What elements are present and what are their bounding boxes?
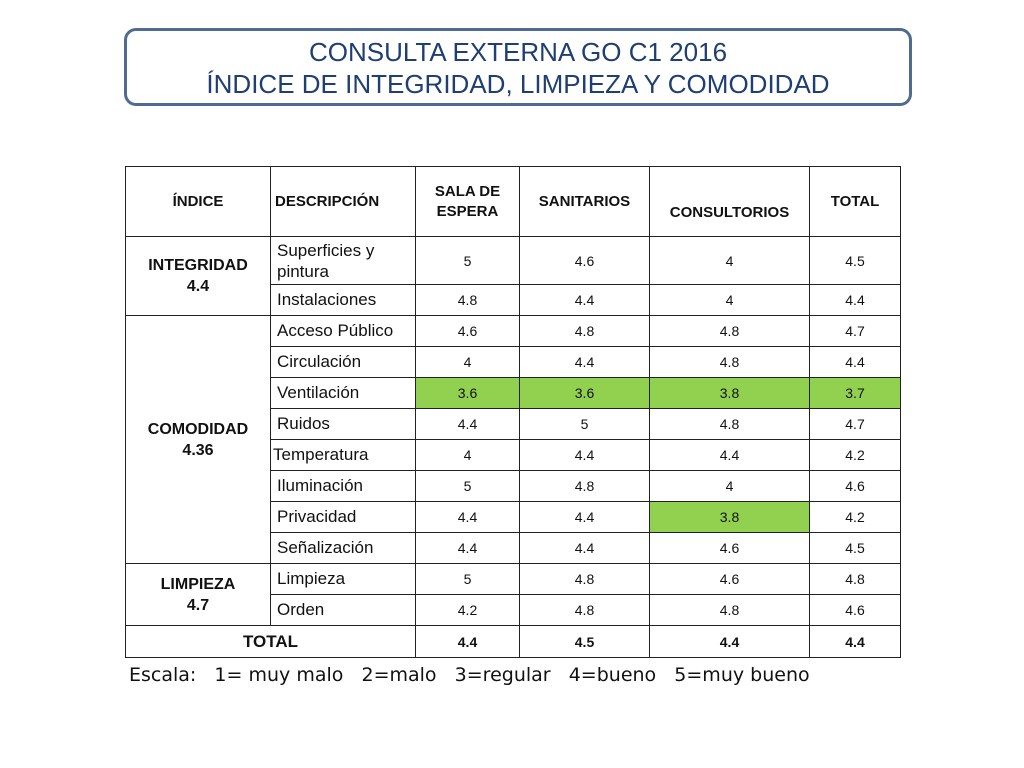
cell-sanitarios: 4.8	[520, 595, 650, 626]
header-descripcion	[271, 167, 416, 237]
cell-sala: 5	[416, 471, 520, 502]
cell-consultorios: 4.6	[650, 564, 810, 595]
group-name: COMODIDAD	[147, 420, 249, 438]
cell-sanitarios: 4.4	[520, 347, 650, 378]
header-sala-line-2: ESPERA	[436, 202, 499, 220]
cell-total: 4.8	[810, 564, 901, 595]
title-line-2: ÍNDICE DE INTEGRIDAD, LIMPIEZA Y COMODIDAD	[206, 69, 830, 99]
cell-sanitarios: 4.4	[520, 533, 650, 564]
row-desc: Limpieza	[271, 564, 416, 595]
cell-sala: 4.8	[416, 285, 520, 316]
cell-total: 4.6	[810, 595, 901, 626]
group-comodidad	[126, 316, 271, 564]
cell-consultorios: 4.8	[650, 409, 810, 440]
row-desc: Ventilación	[271, 378, 416, 409]
header-sanitarios: SANITARIOS	[520, 167, 650, 237]
group-name: LIMPIEZA	[160, 575, 236, 593]
cell-sala: 4.4	[416, 533, 520, 564]
group-value: 4.4	[186, 278, 210, 295]
cell-total: 4.5	[810, 237, 901, 285]
cell-consultorios: 4	[650, 471, 810, 502]
total-sala: 4.4	[416, 626, 520, 658]
cell-sala: 4.2	[416, 595, 520, 626]
header-row	[126, 167, 901, 237]
row-desc: Circulación	[271, 347, 416, 378]
cell-total: 4.7	[810, 409, 901, 440]
cell-sala: 4.4	[416, 409, 520, 440]
cell-sala: 4.6	[416, 316, 520, 347]
scale-legend: Escala: 1= muy malo 2=malo 3=regular 4=bueno 5=muy bueno	[129, 664, 810, 686]
cell-total: 4.5	[810, 533, 901, 564]
header-indice: ÍNDICE	[126, 167, 271, 237]
header-total: TOTAL	[810, 167, 901, 237]
cell-sanitarios: 4.6	[520, 237, 650, 285]
table-row	[126, 316, 901, 347]
table-row	[126, 564, 901, 595]
cell-consultorios: 3.8	[650, 502, 810, 533]
cell-sanitarios: 4.4	[520, 285, 650, 316]
cell-sanitarios: 4.4	[520, 440, 650, 471]
title-box	[124, 28, 912, 106]
cell-sanitarios: 4.4	[520, 502, 650, 533]
cell-consultorios: 4	[650, 237, 810, 285]
row-desc: Privacidad	[271, 502, 416, 533]
cell-total: 4.6	[810, 471, 901, 502]
cell-sala: 4	[416, 440, 520, 471]
group-limpieza	[126, 564, 271, 626]
cell-total: 4.4	[810, 285, 901, 316]
row-desc: Temperatura	[271, 440, 416, 471]
index-table	[125, 166, 901, 658]
row-desc: Acceso Público	[271, 316, 416, 347]
row-desc: Superficies y pintura	[271, 237, 416, 285]
header-descripcion-label: DESCRIPCIÓN	[275, 193, 380, 210]
header-consultorios: CONSULTORIOS	[650, 167, 810, 237]
cell-sala: 3.6	[416, 378, 520, 409]
row-desc: Instalaciones	[271, 285, 416, 316]
cell-total: 3.7	[810, 378, 901, 409]
cell-consultorios: 4.4	[650, 440, 810, 471]
cell-sanitarios: 5	[520, 409, 650, 440]
cell-sala: 4.4	[416, 502, 520, 533]
row-desc: Orden	[271, 595, 416, 626]
cell-consultorios: 4.6	[650, 533, 810, 564]
header-sala-line-1: SALA DE	[434, 182, 501, 200]
cell-consultorios: 4	[650, 285, 810, 316]
cell-sanitarios: 4.8	[520, 564, 650, 595]
cell-sanitarios: 3.6	[520, 378, 650, 409]
cell-sanitarios: 4.8	[520, 316, 650, 347]
table-row	[126, 237, 901, 285]
row-desc: Ruidos	[271, 409, 416, 440]
row-desc: Iluminación	[271, 471, 416, 502]
group-name: INTEGRIDAD	[148, 257, 248, 274]
total-total: 4.4	[810, 626, 901, 658]
group-value: 4.36	[182, 441, 214, 459]
totals-row	[126, 626, 901, 658]
cell-consultorios: 4.8	[650, 316, 810, 347]
cell-total: 4.2	[810, 502, 901, 533]
total-consultorios: 4.4	[650, 626, 810, 658]
cell-total: 4.7	[810, 316, 901, 347]
header-sala-espera	[416, 167, 520, 237]
cell-total: 4.4	[810, 347, 901, 378]
total-sanitarios: 4.5	[520, 626, 650, 658]
title-line-1: CONSULTA EXTERNA GO C1 2016	[308, 37, 728, 67]
cell-sala: 5	[416, 237, 520, 285]
group-value: 4.7	[186, 596, 210, 614]
cell-sanitarios: 4.8	[520, 471, 650, 502]
cell-sala: 4	[416, 347, 520, 378]
group-integridad	[126, 237, 271, 316]
cell-sala: 5	[416, 564, 520, 595]
totals-label: TOTAL	[126, 626, 416, 658]
cell-consultorios: 4.8	[650, 595, 810, 626]
cell-consultorios: 4.8	[650, 347, 810, 378]
cell-consultorios: 3.8	[650, 378, 810, 409]
cell-total: 4.2	[810, 440, 901, 471]
row-desc: Señalización	[271, 533, 416, 564]
